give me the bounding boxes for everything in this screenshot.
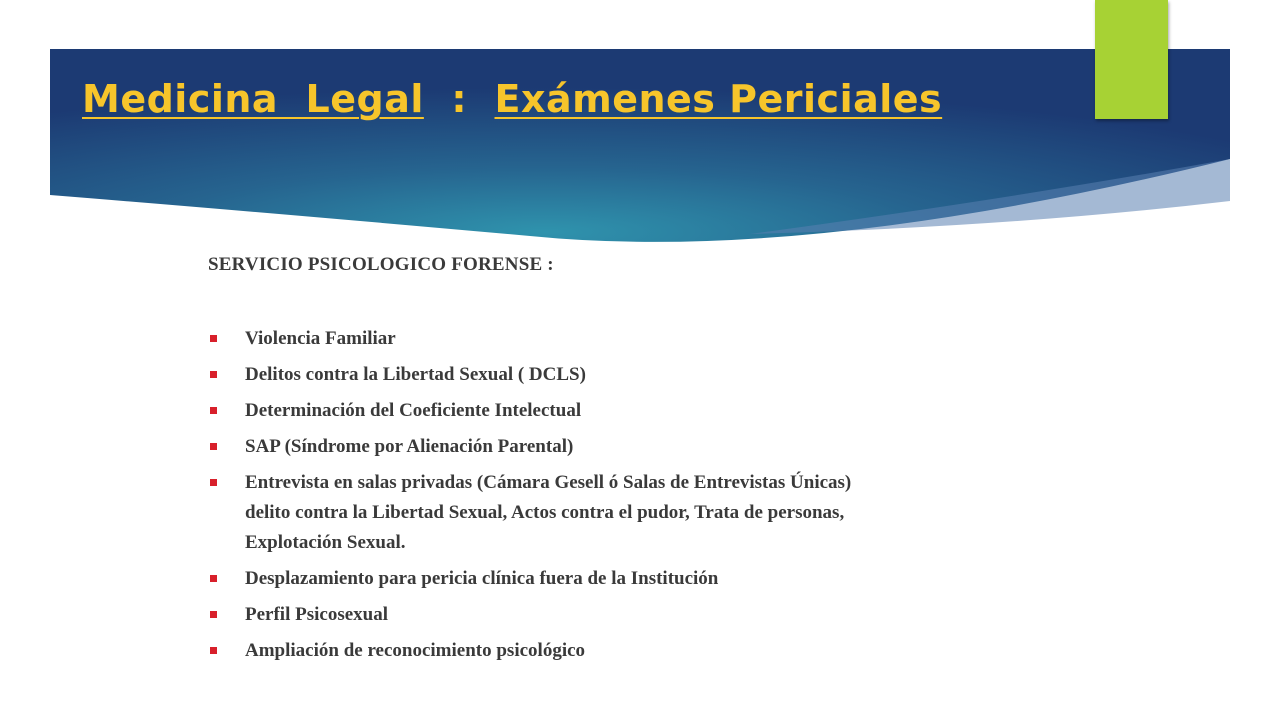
title-part-examenes-periciales: Exámenes Periciales xyxy=(494,77,943,121)
title-part-medicina-legal: Medicina Legal xyxy=(82,77,424,121)
title-separator: : xyxy=(423,77,495,121)
list-item xyxy=(208,468,1108,558)
square-bullet-icon xyxy=(210,479,217,486)
square-bullet-icon xyxy=(210,611,217,618)
service-list xyxy=(208,324,1108,666)
list-item xyxy=(208,432,1108,462)
section-heading: SERVICIO PSICOLOGICO FORENSE : xyxy=(208,254,554,275)
list-item-text: SAP (Síndrome por Alienación Parental) xyxy=(245,436,574,457)
square-bullet-icon xyxy=(210,335,217,342)
content-area xyxy=(208,252,1108,672)
square-bullet-icon xyxy=(210,407,217,414)
list-item-text: Delitos contra la Libertad Sexual ( DCLS) xyxy=(245,364,586,385)
list-item xyxy=(208,600,1108,630)
list-item-text: Violencia Familiar xyxy=(245,328,396,349)
square-bullet-icon xyxy=(210,647,217,654)
list-item-text: Perfil Psicosexual xyxy=(245,604,388,625)
list-item-text: Determinación del Coeficiente Intelectual xyxy=(245,400,582,421)
accent-bar xyxy=(1095,0,1168,119)
list-item xyxy=(208,564,1108,594)
list-item-text: Desplazamiento para pericia clínica fuera de la Institución xyxy=(245,568,719,589)
list-item xyxy=(208,396,1108,426)
square-bullet-icon xyxy=(210,443,217,450)
square-bullet-icon xyxy=(210,371,217,378)
list-item xyxy=(208,324,1108,354)
list-item-text: Ampliación de reconocimiento psicológico xyxy=(245,640,586,661)
list-item xyxy=(208,360,1108,390)
square-bullet-icon xyxy=(210,575,217,582)
slide-title xyxy=(82,74,942,124)
list-item-text: Entrevista en salas privadas (Cámara Gesell ó Salas de Entrevistas Únicas) delito contra la Libertad Sexual, Actos contra el pudor, Trata de personas, Explotación Sexual. xyxy=(245,472,852,553)
list-item xyxy=(208,636,1108,666)
